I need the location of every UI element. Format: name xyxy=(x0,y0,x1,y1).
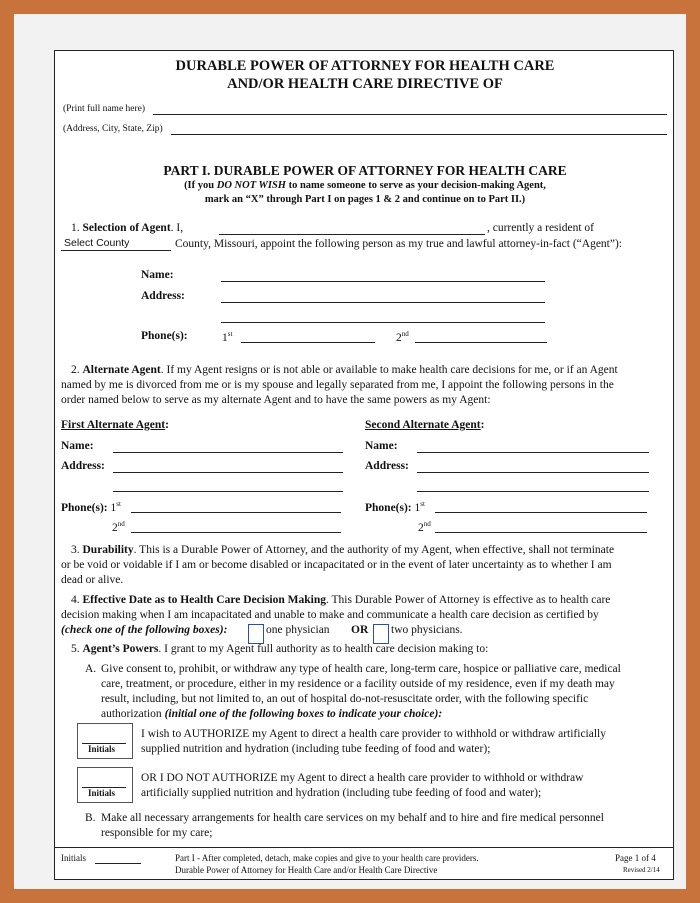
first-alt-name-field[interactable] xyxy=(113,452,343,453)
agent-phones-label: Phone(s): xyxy=(141,330,188,342)
second-alt-phones-label: Phone(s): 1st xyxy=(365,500,425,514)
county-select-underline xyxy=(61,250,171,251)
second-alt-name-label: Name: xyxy=(365,440,398,452)
part1-note-2: mark an “X” through Part I on pages 1 & 2 and continue on to Part II.) xyxy=(204,194,526,205)
agent-phone-2-label: 2nd xyxy=(396,330,409,344)
county-select[interactable]: Select County xyxy=(64,237,130,249)
one-physician-checkbox[interactable] xyxy=(248,624,264,644)
section2-line2: named by me is divorced from me or is my spouse and legally separated from me, I appoint the following persons in the xyxy=(61,379,614,391)
principal-name-field[interactable] xyxy=(219,234,485,235)
section5-intro: 5. Agent’s Powers. I grant to my Agent full authority as to health care decision making to: xyxy=(71,643,489,655)
footer-initials-field[interactable] xyxy=(95,863,141,864)
section1-resident-text: , currently a resident of xyxy=(487,222,594,234)
second-alt-phone-2-field[interactable] xyxy=(435,532,647,533)
address-field[interactable] xyxy=(171,134,667,135)
second-alt-name-field[interactable] xyxy=(417,452,649,453)
agent-address-field-1[interactable] xyxy=(221,302,545,303)
footer-initials-label: Initials xyxy=(61,853,86,863)
section3-line2: or be void or voidable if I am or become disabled or incapacitated or in the event of later uncertainty as to whether I am xyxy=(61,559,612,571)
section5-b-line1: Make all necessary arrangements for health care services on my behalf and to hire and fire medical personnel xyxy=(101,812,604,824)
part1-note-1: (If you DO NOT WISH to name someone to serve as your decision-making Agent, xyxy=(184,180,546,191)
part1-heading: PART I. DURABLE POWER OF ATTORNEY FOR HEALTH CARE xyxy=(163,163,567,178)
title-line-1: DURABLE POWER OF ATTORNEY FOR HEALTH CARE xyxy=(175,58,555,74)
section5-b-letter: B. xyxy=(85,812,96,824)
section5-a-line4: authorization (initial one of the following boxes to indicate your choice): xyxy=(101,708,443,720)
section5-a-line3: result, including, but not limited to, an out of hospital do-not-resuscitate order, with the following specific xyxy=(101,693,589,705)
footer-divider xyxy=(55,847,673,848)
second-alt-phone-1-field[interactable] xyxy=(435,512,647,513)
authorize-line2: supplied nutrition and hydration (including tube feeding of food and water); xyxy=(141,743,491,755)
first-alt-phone-2-field[interactable] xyxy=(131,532,341,533)
section2-line3: order named below to serve as my alternate Agent and to have the same powers as my Agent: xyxy=(61,394,491,406)
section3-line1: 3. Durability. This is a Durable Power of Attorney, and the authority of my Agent, when effective, shall not terminate xyxy=(71,544,615,556)
second-alt-address-label: Address: xyxy=(365,460,409,472)
or-label: OR xyxy=(351,624,369,636)
print-name-field[interactable] xyxy=(153,114,667,115)
title-line-2: AND/OR HEALTH CARE DIRECTIVE OF xyxy=(227,76,503,92)
agent-name-label: Name: xyxy=(141,269,174,281)
second-alt-phone-2-label: 2nd xyxy=(418,520,431,534)
address-label: (Address, City, State, Zip) xyxy=(63,124,163,134)
agent-phone-1-label: 1st xyxy=(222,330,233,344)
footer-note-1: Part I - After completed, detach, make copies and give to your health care providers. xyxy=(175,853,479,863)
revised-date: Revised 2/14 xyxy=(623,866,660,874)
one-physician-label: one physician xyxy=(266,624,330,636)
page-number: Page 1 of 4 xyxy=(615,853,656,863)
section5-b-line2: responsible for my care; xyxy=(101,827,213,839)
initials-label-do-not-authorize: Initials xyxy=(88,788,116,798)
section3-line3: dead or alive. xyxy=(61,574,124,586)
document-frame xyxy=(14,14,686,889)
initials-label-authorize: Initials xyxy=(88,744,116,754)
section4-check-instruction: (check one of the following boxes): xyxy=(61,624,228,636)
first-alt-address-field-2[interactable] xyxy=(113,491,343,492)
first-alt-phone-2-label: 2nd xyxy=(112,520,125,534)
first-alt-name-label: Name: xyxy=(61,440,94,452)
footer-note-2: Durable Power of Attorney for Health Care and/or Health Care Directive xyxy=(175,865,438,875)
section4-line1: 4. Effective Date as to Health Care Decision Making. This Durable Power of Attorney is effective as to health care xyxy=(71,594,611,606)
agent-address-field-2[interactable] xyxy=(221,322,545,323)
first-alt-heading: First Alternate Agent: xyxy=(61,419,169,431)
agent-address-label: Address: xyxy=(141,290,185,302)
two-physicians-label: two physicians. xyxy=(391,624,463,636)
section5-a-line2: care, treatment, or procedure, either in my residence or a facility outside of my residence, even if my death may xyxy=(101,678,615,690)
section1-line1: 1. Selection of Agent. I, xyxy=(71,222,184,234)
second-alt-address-field-2[interactable] xyxy=(417,491,649,492)
agent-phone-1-field[interactable] xyxy=(241,342,375,343)
section1-line2: County, Missouri, appoint the following person as my true and lawful attorney-in-fact (“Agent”): xyxy=(175,238,623,250)
second-alt-address-field-1[interactable] xyxy=(417,472,649,473)
two-physicians-checkbox[interactable] xyxy=(373,624,389,644)
print-name-label: (Print full name here) xyxy=(63,104,146,114)
do-not-authorize-line1: OR I DO NOT AUTHORIZE my Agent to direct a health care provider to withhold or withdraw xyxy=(141,772,584,784)
section2-line1: 2. Alternate Agent. If my Agent resigns or is not able or available to make health care decisions for me, or if an Agent xyxy=(71,364,618,376)
section5-a-letter: A. xyxy=(85,663,97,675)
agent-phone-2-field[interactable] xyxy=(415,342,547,343)
document-page xyxy=(54,50,674,880)
section5-a-line1: Give consent to, prohibit, or withdraw any type of health care, long-term care, hospice or palliative care, medical xyxy=(101,663,621,675)
first-alt-phone-1-field[interactable] xyxy=(131,512,341,513)
first-alt-address-field-1[interactable] xyxy=(113,472,343,473)
section4-line2: decision making when I am incapacitated and unable to make and communicate a health care decision as certified by xyxy=(61,609,599,621)
do-not-authorize-line2: artificially supplied nutrition and hydration (including tube feeding of food and water); xyxy=(141,787,542,799)
agent-name-field[interactable] xyxy=(221,281,545,282)
first-alt-address-label: Address: xyxy=(61,460,105,472)
second-alt-heading: Second Alternate Agent: xyxy=(365,419,485,431)
first-alt-phones-label: Phone(s): 1st xyxy=(61,500,121,514)
authorize-line1: I wish to AUTHORIZE my Agent to direct a health care provider to withhold or withdraw artificially xyxy=(141,728,606,740)
